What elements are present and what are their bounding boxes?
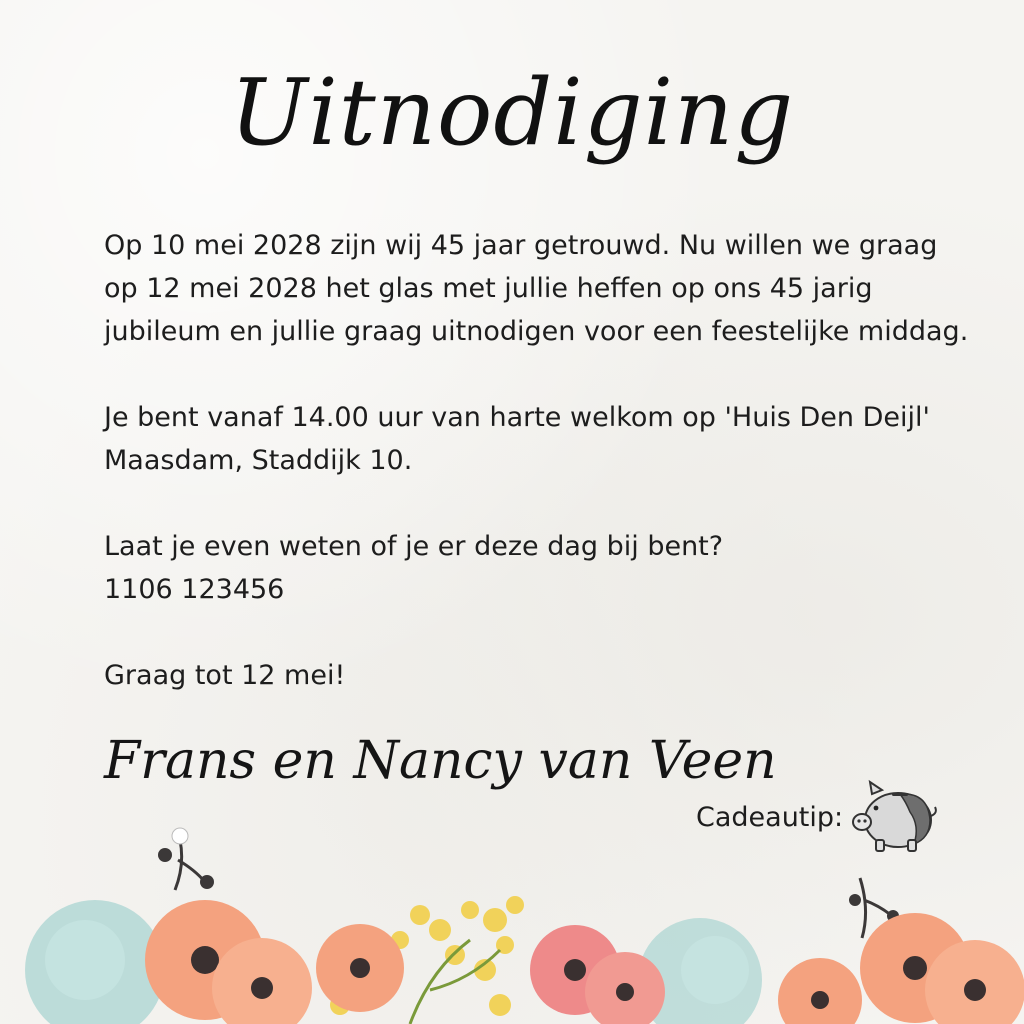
paragraph-location: [104, 396, 954, 482]
phone-number: 1106 123456: [104, 574, 285, 605]
watercolor-flowers-border: [0, 820, 1024, 1024]
text-line: Maasdam, Staddijk 10.: [104, 445, 413, 476]
text-line: Graag tot 12 mei!: [104, 660, 346, 691]
gift-tip-label: Cadeautip:: [696, 802, 844, 833]
text-line: Op 10 mei 2028 zijn wij 45 jaar getrouwd. Nu willen we graag: [104, 230, 938, 261]
signature: Frans en Nancy van Veen: [104, 731, 777, 791]
paragraph-rsvp: [104, 525, 954, 611]
paragraph-closing: [104, 654, 954, 697]
text-line: jubileum en jullie graag uitnodigen voor een feestelijke middag.: [104, 316, 969, 347]
invitation-title: Uitnodiging: [229, 59, 795, 166]
paragraph-intro: [104, 224, 969, 353]
text-line: op 12 mei 2028 het glas met jullie heffen op ons 45 jarig: [104, 273, 873, 304]
invitation-body: [104, 224, 969, 697]
text-line: Laat je even weten of je er deze dag bij bent?: [104, 531, 724, 562]
text-line: Je bent vanaf 14.00 uur van harte welkom op 'Huis Den Deijl': [104, 402, 930, 433]
